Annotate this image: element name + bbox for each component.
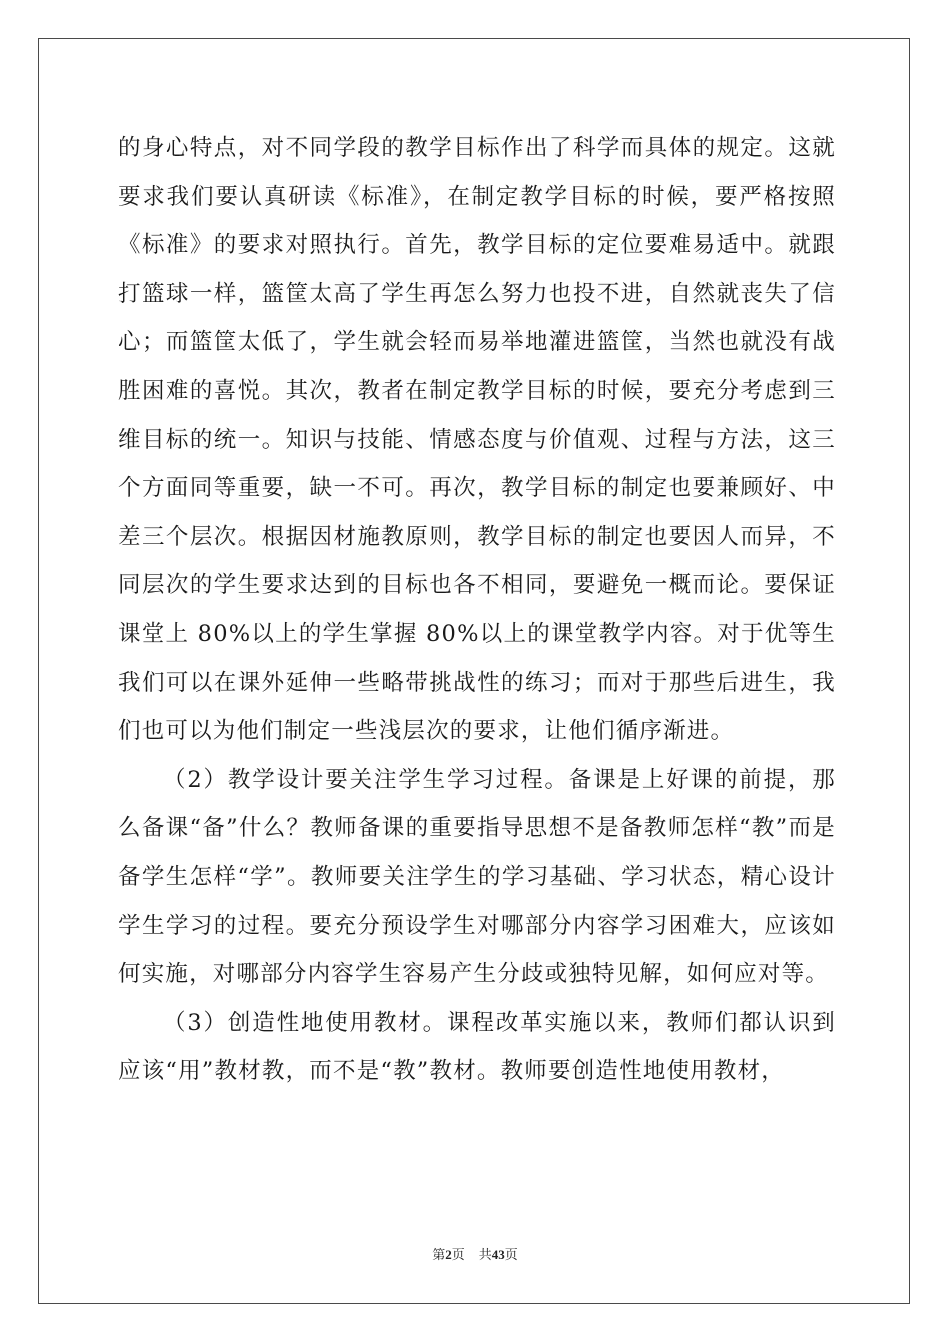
paragraph-1: 的身心特点，对不同学段的教学目标作出了科学而具体的规定。这就要求我们要认真研读《标准》，在制定教学目标的时候，要严格按照《标准》的要求对照执行。首先，教学目标的定位要难易适中。就跟打篮球一样，篮筐太高了学生再怎么努力也投不进，自然就丧失了信心；而篮筐太低了，学生就会轻而易举地灌进篮筐，当然也就没有战胜困难的喜悦。其次，教者在制定教学目标的时候，要充分考虑到三维目标的统一。知识与技能、情感态度与价值观、过程与方法，这三个方面同等重要，缺一不可。再次，教学目标的制定也要兼顾好、中差三个层次。根据因材施教原则，教学目标的制定也要因人而异，不同层次的学生要求达到的目标也各不相同，要避免一概而论。要保证课堂上 80%以上的学生掌握 80%以上的课堂教学内容。对于优等生我们可以在课外延伸一些略带挑战性的练习；而对于那些后进生，我们也可以为他们制定一些浅层次的要求，让他们循序渐进。 — [118, 135, 836, 745]
page-number: 2 — [445, 1247, 452, 1262]
total-prefix: 共 — [478, 1248, 492, 1263]
total-suffix: 页 — [504, 1248, 518, 1263]
page-footer — [0, 1244, 950, 1263]
total-pages: 43 — [491, 1247, 505, 1262]
paragraph-3: （3）创造性地使用教材。课程改革实施以来，教师们都认识到应该“用”教材教，而不是“教”教材。教师要创造性地使用教材， — [118, 1009, 836, 1085]
page-prefix: 第 — [432, 1248, 446, 1263]
paragraph-2: （2）教学设计要关注学生学习过程。备课是上好课的前提，那么备课“备”什么？教师备课的重要指导思想不是备教师怎样“教”而是备学生怎样“学”。教师要关注学生的学习基础、学习状态，精心设计学生学习的过程。要充分预设学生对哪部分内容学习困难大，应该如何实施，对哪部分内容学生容易产生分歧或独特见解，如何应对等。 — [118, 766, 836, 988]
page-suffix: 页 — [451, 1248, 465, 1263]
document-body — [118, 124, 836, 1096]
